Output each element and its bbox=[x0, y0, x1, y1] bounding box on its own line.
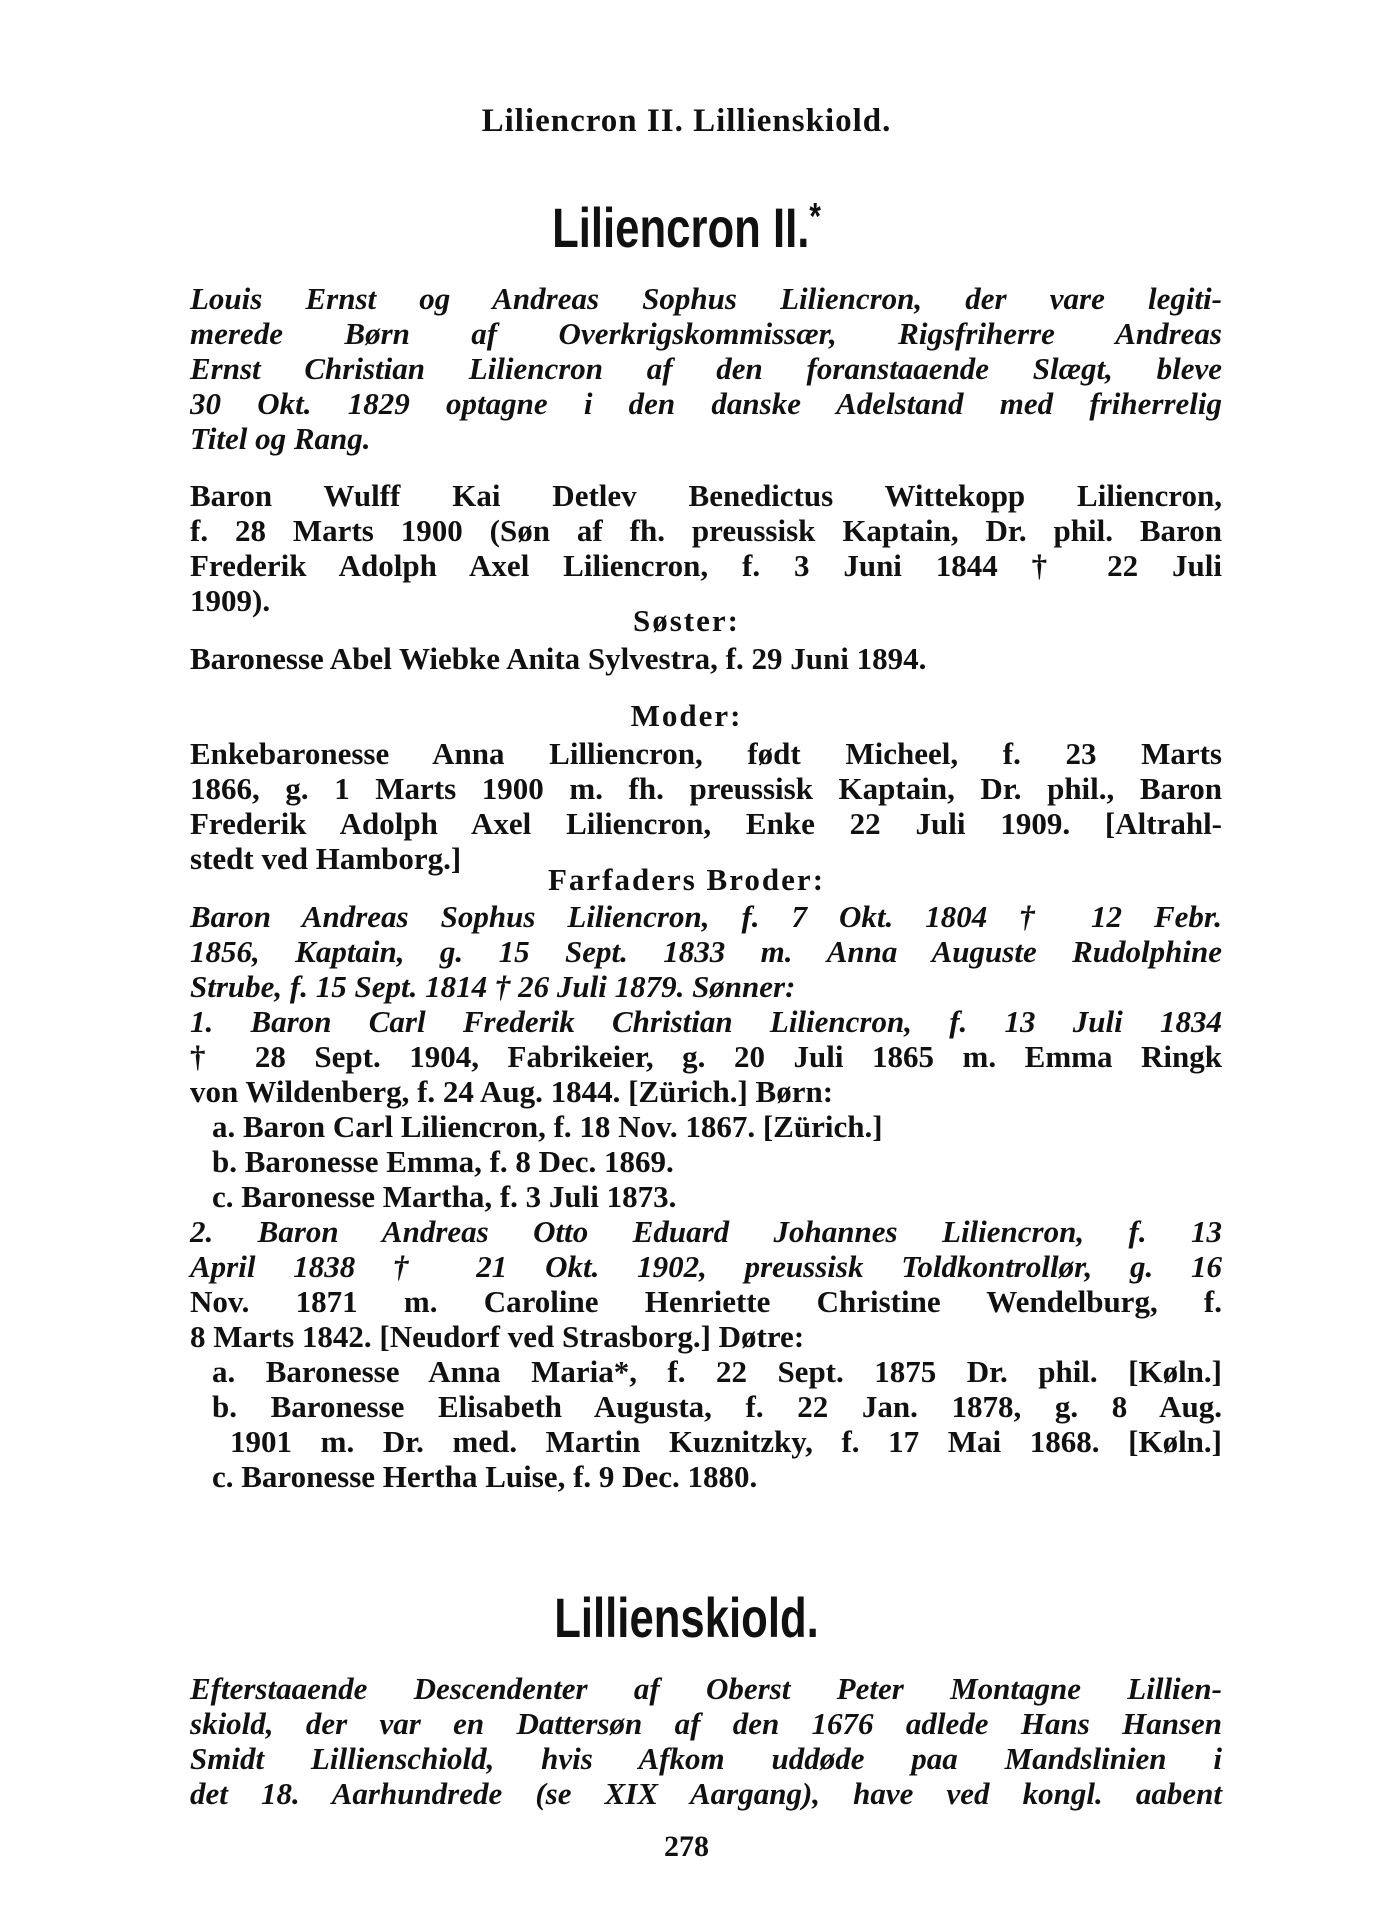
text-line: f. 28 Marts 1900 (Søn af fh. preussisk Kaptain, Dr. phil. Baron bbox=[190, 513, 1222, 548]
list-item: 1901 m. Dr. med. Martin Kuznitzky, f. 17 Mai 1868. [Køln.] bbox=[230, 1424, 1222, 1459]
text-line: Frederik Adolph Axel Liliencron, Enke 22 Juli 1909. [Altrahl- bbox=[190, 806, 1222, 841]
text-line: Frederik Adolph Axel Liliencron, f. 3 Juni 1844 † 22 Juli bbox=[190, 548, 1222, 583]
list-item: a. Baronesse Anna Maria*, f. 22 Sept. 1875 Dr. phil. [Køln.] bbox=[212, 1354, 1222, 1389]
text-line: 8 Marts 1842. [Neudorf ved Strasborg.] Døtre: bbox=[190, 1319, 805, 1354]
text-line: Efterstaaende Descendenter af Oberst Peter Montagne Lillien- bbox=[190, 1671, 1222, 1706]
list-item: c. Baronesse Hertha Luise, f. 9 Dec. 1880. bbox=[212, 1459, 758, 1494]
list-item: b. Baronesse Emma, f. 8 Dec. 1869. bbox=[212, 1144, 674, 1179]
list-item: a. Baron Carl Liliencron, f. 18 Nov. 1867. [Zürich.] bbox=[212, 1109, 883, 1144]
page-number: 278 bbox=[664, 1830, 709, 1863]
text-line: Baron Wulff Kai Detlev Benedictus Wittekopp Liliencron, bbox=[190, 478, 1222, 513]
text-line: det 18. Aarhundrede (se XIX Aargang), have ved kongl. aabent bbox=[190, 1776, 1222, 1811]
text-line: Baron Andreas Sophus Liliencron, f. 7 Okt. 1804 † 12 Febr. bbox=[190, 899, 1222, 934]
text-line: Strube, f. 15 Sept. 1814 † 26 Juli 1879. Sønner: bbox=[190, 969, 796, 1004]
text-line: April 1838 † 21 Okt. 1902, preussisk Toldkontrollør, g. 16 bbox=[190, 1249, 1222, 1284]
section-title-lillienskiold: Lillienskiold. bbox=[554, 1586, 819, 1649]
list-item: b. Baronesse Elisabeth Augusta, f. 22 Jan. 1878, g. 8 Aug. bbox=[212, 1389, 1222, 1424]
text-line: Smidt Lillienschiold, hvis Afkom uddøde paa Mandslinien i bbox=[190, 1741, 1222, 1776]
text-line: 30 Okt. 1829 optagne i den danske Adelstand med friherrelig bbox=[190, 386, 1222, 421]
text-line: 2. Baron Andreas Otto Eduard Johannes Liliencron, f. 13 bbox=[190, 1214, 1222, 1249]
uncle-heading: Farfaders Broder: bbox=[547, 862, 826, 897]
section-title-text: Liliencron II. bbox=[552, 196, 810, 259]
text-line: 1909). bbox=[190, 583, 271, 618]
running-header: Liliencron II. Lillienskiold. bbox=[481, 103, 892, 139]
text-line: stedt ved Hamborg.] bbox=[190, 841, 462, 876]
text-line: Enkebaronesse Anna Lilliencron, født Micheel, f. 23 Marts bbox=[190, 736, 1222, 771]
text-line: von Wildenberg, f. 24 Aug. 1844. [Zürich.] Børn: bbox=[190, 1074, 834, 1109]
text-line: 1866, g. 1 Marts 1900 m. fh. preussisk Kaptain, Dr. phil., Baron bbox=[190, 771, 1222, 806]
text-line: 1. Baron Carl Frederik Christian Liliencron, f. 13 Juli 1834 bbox=[190, 1004, 1222, 1039]
text-line: merede Børn af Overkrigskommissær, Rigsfriherre Andreas bbox=[190, 316, 1222, 351]
text-line: 1856, Kaptain, g. 15 Sept. 1833 m. Anna Auguste Rudolphine bbox=[190, 934, 1222, 969]
text-line: skiold, der var en Dattersøn af den 1676 adlede Hans Hansen bbox=[190, 1706, 1222, 1741]
text-line: Louis Ernst og Andreas Sophus Liliencron, der vare legiti- bbox=[190, 281, 1222, 316]
mother-heading: Moder: bbox=[630, 698, 743, 733]
text-line: Nov. 1871 m. Caroline Henriette Christine Wendelburg, f. bbox=[190, 1284, 1222, 1319]
text-line: † 28 Sept. 1904, Fabrikeier, g. 20 Juli 1865 m. Emma Ringk bbox=[190, 1039, 1222, 1074]
sister-entry: Baronesse Abel Wiebke Anita Sylvestra, f. 29 Juni 1894. bbox=[190, 641, 927, 676]
text-line: Ernst Christian Liliencron af den foranstaaende Slægt, bleve bbox=[190, 351, 1222, 386]
text-line: Titel og Rang. bbox=[190, 421, 371, 456]
section-title-liliencron bbox=[151, 195, 1222, 260]
sister-heading: Søster: bbox=[633, 603, 740, 638]
footnote-mark: * bbox=[809, 196, 821, 238]
list-item: c. Baronesse Martha, f. 3 Juli 1873. bbox=[212, 1179, 677, 1214]
